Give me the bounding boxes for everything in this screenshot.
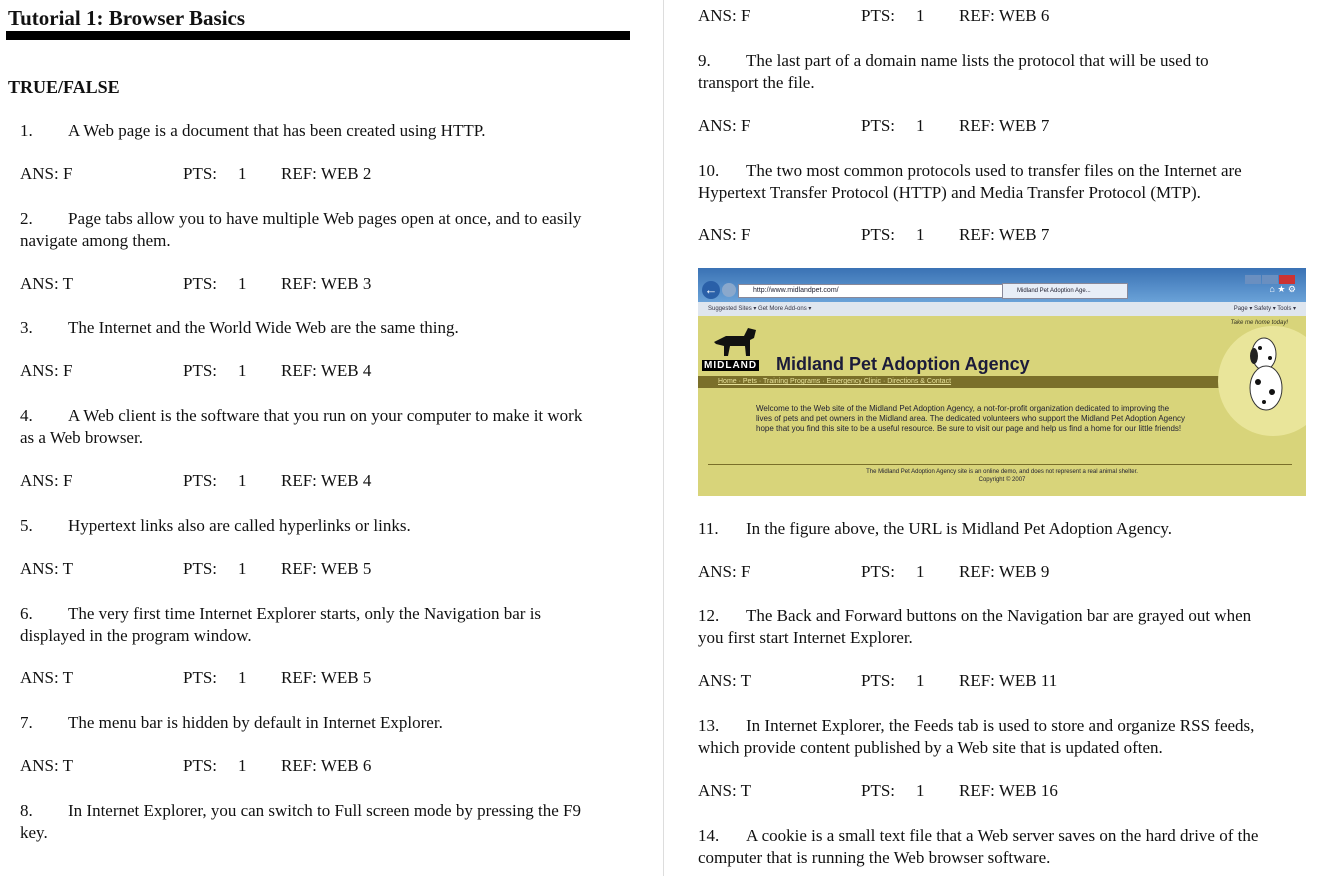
- answer-value: ANS: F: [20, 361, 73, 380]
- question-number: 8.: [20, 801, 33, 820]
- points-label: PTS:: [861, 671, 896, 690]
- question-number: 9.: [698, 51, 711, 70]
- answer-line: [20, 668, 420, 690]
- question-text: The two most common protocols used to transfer files on the Internet are: [746, 161, 1242, 180]
- question-text: In Internet Explorer, the Feeds tab is used to store and organize RSS feeds,: [746, 716, 1255, 735]
- reference: REF: WEB 5: [281, 559, 372, 578]
- footer-line-1: The Midland Pet Adoption Agency site is an online demo, and does not represent a real animal shelter.: [866, 469, 1138, 475]
- question-text: The Back and Forward buttons on the Navigation bar are grayed out when: [746, 606, 1252, 625]
- question-left-6: [20, 712, 630, 734]
- reference: REF: WEB 4: [281, 361, 372, 380]
- window-buttons: [1244, 269, 1302, 279]
- question-text: The last part of a domain name lists the protocol that will be used to: [746, 51, 1209, 70]
- forward-arrow-icon: [722, 283, 736, 297]
- question-text: A cookie is a small text file that a Web server saves on the hard drive of the: [746, 826, 1259, 845]
- answer-line: [20, 361, 420, 383]
- points-label: PTS:: [861, 781, 896, 800]
- answer-line: [698, 225, 1098, 247]
- dalmatian-icon: [1240, 332, 1290, 412]
- question-right-5: [698, 715, 1308, 759]
- answer-value: ANS: T: [20, 756, 74, 775]
- points-value: 1: [238, 471, 247, 490]
- answer-value: ANS: T: [20, 559, 74, 578]
- question-left-1: [20, 208, 630, 252]
- answer-line: [20, 559, 420, 581]
- question-left-3: [20, 405, 630, 449]
- footer-line-2: Copyright © 2007: [978, 477, 1026, 483]
- footer-rule: [708, 464, 1292, 465]
- answer-line: [20, 756, 420, 778]
- reference: REF: WEB 7: [959, 225, 1050, 244]
- answer-value: ANS: F: [698, 225, 751, 244]
- points-value: 1: [916, 562, 925, 581]
- question-number: 14.: [698, 826, 720, 845]
- answer-line: [698, 116, 1098, 138]
- reference: REF: WEB 7: [959, 116, 1050, 135]
- points-label: PTS:: [861, 6, 896, 25]
- points-value: 1: [238, 668, 247, 687]
- answer-value: ANS: T: [20, 274, 74, 293]
- question-right-3: [698, 518, 1308, 540]
- points-value: 1: [916, 116, 925, 135]
- points-label: PTS:: [861, 225, 896, 244]
- question-text: The menu bar is hidden by default in Internet Explorer.: [68, 713, 443, 732]
- answer-value: ANS: F: [20, 471, 73, 490]
- points-value: 1: [916, 781, 925, 800]
- browser-tab: Midland Pet Adoption Age...: [1002, 283, 1128, 299]
- midland-logo-text: MIDLAND: [704, 360, 758, 371]
- back-arrow-icon: ←: [702, 281, 720, 299]
- agency-name: Midland Pet Adoption Agency: [776, 354, 1030, 374]
- favorites-left: Suggested Sites ▾ Get More Add-ons ▾: [708, 306, 812, 312]
- points-value: 1: [916, 671, 925, 690]
- reference: REF: WEB 6: [281, 756, 372, 775]
- question-left-5: [20, 603, 630, 647]
- question-text: Page tabs allow you to have multiple Web pages open at once, and to easily: [68, 209, 582, 228]
- points-label: PTS:: [183, 361, 218, 380]
- question-number: 2.: [20, 209, 33, 228]
- points-value: 1: [238, 559, 247, 578]
- question-text-cont: transport the file.: [698, 73, 815, 92]
- question-number: 10.: [698, 161, 720, 180]
- reference: REF: WEB 16: [959, 781, 1058, 800]
- reference: REF: WEB 5: [281, 668, 372, 687]
- question-number: 4.: [20, 406, 33, 425]
- points-label: PTS:: [183, 756, 218, 775]
- answer-value: ANS: F: [20, 164, 73, 183]
- answer-value: ANS: F: [698, 562, 751, 581]
- browser-figure: [698, 268, 1306, 496]
- points-value: 1: [916, 225, 925, 244]
- question-right-4: [698, 605, 1308, 649]
- reference: REF: WEB 4: [281, 471, 372, 490]
- answer-line: [698, 6, 1098, 28]
- question-right-1: [698, 50, 1308, 94]
- question-right-2: [698, 160, 1308, 204]
- question-number: 3.: [20, 318, 33, 337]
- answer-line: [20, 164, 420, 186]
- reference: REF: WEB 6: [959, 6, 1050, 25]
- title-rule: [6, 31, 630, 40]
- column-divider: [663, 0, 664, 876]
- command-bar: Page ▾ Safety ▾ Tools ▾: [1233, 306, 1296, 312]
- question-text: In the figure above, the URL is Midland Pet Adoption Agency.: [746, 519, 1173, 538]
- answer-line: [20, 274, 420, 296]
- reference: REF: WEB 9: [959, 562, 1050, 581]
- points-value: 1: [916, 6, 925, 25]
- points-label: PTS:: [183, 559, 218, 578]
- question-number: 1.: [20, 121, 33, 140]
- reference: REF: WEB 11: [959, 671, 1058, 690]
- question-text: In Internet Explorer, you can switch to Full screen mode by pressing the F9: [68, 801, 581, 820]
- answer-line: [20, 471, 420, 493]
- question-number: 5.: [20, 516, 33, 535]
- question-number: 12.: [698, 606, 720, 625]
- question-right-6: [698, 825, 1308, 869]
- question-text-cont: key.: [20, 823, 48, 842]
- site-nav: Home · Pets · Training Programs · Emergency Clinic · Directions & Contact: [698, 376, 1258, 388]
- favorites-bar: [698, 302, 1306, 316]
- question-text-cont: which provide content published by a Web site that is updated often.: [698, 738, 1163, 757]
- answer-value: ANS: T: [698, 781, 752, 800]
- dog-logo-icon: [708, 322, 760, 362]
- home-star-gear-icons: ⌂ ★ ⚙: [1269, 284, 1296, 294]
- section-heading: TRUE/FALSE: [8, 77, 120, 97]
- points-label: PTS:: [183, 471, 218, 490]
- reference: REF: WEB 2: [281, 164, 372, 183]
- question-text-cont: displayed in the program window.: [20, 626, 252, 645]
- answer-value: ANS: F: [698, 116, 751, 135]
- question-text-cont: computer that is running the Web browser software.: [698, 848, 1051, 867]
- answer-value: ANS: T: [20, 668, 74, 687]
- points-value: 1: [238, 361, 247, 380]
- question-text: The very first time Internet Explorer starts, only the Navigation bar is: [68, 604, 542, 623]
- points-value: 1: [238, 274, 247, 293]
- points-label: PTS:: [861, 562, 896, 581]
- page-title: Tutorial 1: Browser Basics: [8, 6, 246, 30]
- welcome-text: Welcome to the Web site of the Midland Pet Adoption Agency, a not-for-profit organization dedicated to improving the lives of pets and pet owners in the Midland area. The dedicated volunteers who support the Midland Pet Adoption Agency hope that you find this site to be a useful resource. Be sure to visit our page and help us find a home for our little friends!: [756, 404, 1186, 433]
- question-text-cont: Hypertext Transfer Protocol (HTTP) and Media Transfer Protocol (MTP).: [698, 183, 1201, 202]
- question-left-0: [20, 120, 630, 142]
- reference: REF: WEB 3: [281, 274, 372, 293]
- question-left-7: [20, 800, 630, 844]
- points-label: PTS:: [861, 116, 896, 135]
- site-footer: [698, 468, 1306, 484]
- question-text-cont: as a Web browser.: [20, 428, 143, 447]
- question-text-cont: you first start Internet Explorer.: [698, 628, 913, 647]
- question-text: The Internet and the World Wide Web are the same thing.: [68, 318, 459, 337]
- answer-value: ANS: T: [698, 671, 752, 690]
- question-text: Hypertext links also are called hyperlinks or links.: [68, 516, 411, 535]
- answer-line: [698, 562, 1098, 584]
- answer-line: [698, 781, 1098, 803]
- answer-value: ANS: F: [698, 6, 751, 25]
- answer-line: [698, 671, 1098, 693]
- question-number: 13.: [698, 716, 720, 735]
- question-left-4: [20, 515, 630, 537]
- question-text: A Web client is the software that you run on your computer to make it work: [68, 406, 583, 425]
- question-left-2: [20, 317, 630, 339]
- question-number: 11.: [698, 519, 719, 538]
- question-text: A Web page is a document that has been created using HTTP.: [68, 121, 486, 140]
- points-label: PTS:: [183, 668, 218, 687]
- question-text-cont: navigate among them.: [20, 231, 171, 250]
- question-number: 6.: [20, 604, 33, 623]
- points-value: 1: [238, 164, 247, 183]
- points-label: PTS:: [183, 274, 218, 293]
- address-bar: http://www.midlandpet.com/: [738, 284, 1014, 298]
- points-label: PTS:: [183, 164, 218, 183]
- points-value: 1: [238, 756, 247, 775]
- tagline: Take me home today!: [1230, 320, 1288, 326]
- question-number: 7.: [20, 713, 33, 732]
